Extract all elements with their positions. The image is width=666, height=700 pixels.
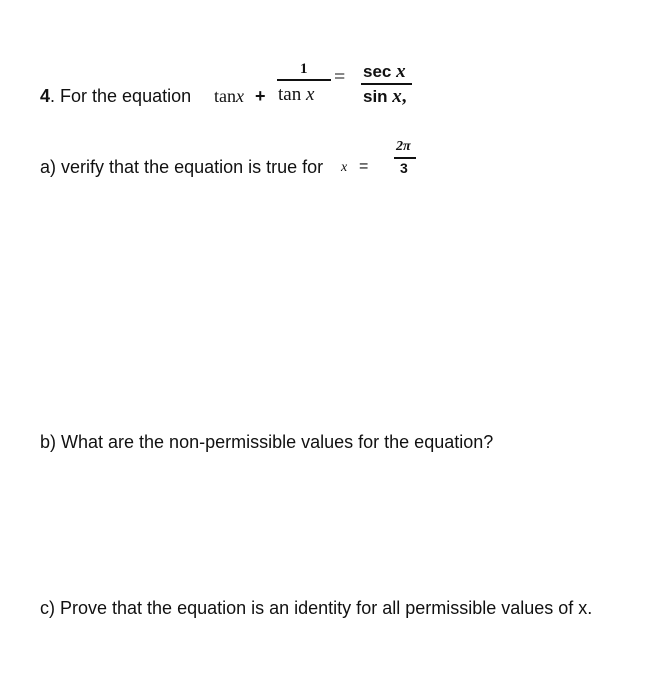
equation-rhs-den-fn: sin: [363, 87, 388, 106]
equation-rhs-numerator: [363, 61, 406, 83]
equation-lhs-var: x: [236, 86, 244, 106]
equation-rhs-frac-bar: [361, 83, 412, 85]
part-a-value-denominator: 3: [400, 160, 408, 176]
equation-equals: =: [334, 66, 346, 88]
part-b-question: b) What are the non-permissible values for the equation?: [40, 432, 494, 452]
part-c-question: c) Prove that the equation is an identity for all permissible values of x.: [40, 598, 593, 618]
part-a-label: a): [40, 157, 57, 177]
equation-lhs-frac-numerator: 1: [300, 61, 308, 77]
part-a-line: [40, 157, 323, 178]
part-a-text: verify that the equation is true for: [61, 157, 324, 177]
equation-rhs-num-var: x: [396, 61, 406, 82]
equation-lhs-frac-den-fn: tan: [278, 84, 302, 105]
equation-rhs-num-fn: sec: [363, 62, 392, 81]
equation-trailing-comma: ,: [401, 86, 407, 107]
equation-rhs-den-var: x: [392, 86, 402, 107]
question-number: 4: [40, 86, 51, 106]
part-a-var: x: [341, 160, 348, 175]
equation-lhs-frac-denominator: [278, 84, 314, 106]
equation-rhs-denominator: [363, 86, 407, 108]
equation-plus: +: [255, 86, 266, 106]
part-a-value-numerator: 2π: [396, 139, 411, 154]
part-a-equals: =: [359, 158, 369, 175]
question-intro-text: . For the equation: [50, 86, 192, 106]
equation-lhs-frac-bar: [277, 79, 331, 81]
equation-lhs-fn: tan: [214, 86, 236, 106]
question-intro: [40, 86, 191, 107]
equation-lhs-frac-den-var: x: [305, 84, 315, 105]
part-a-value-frac-bar: [394, 157, 416, 159]
equation-lhs-tan: [214, 86, 244, 107]
